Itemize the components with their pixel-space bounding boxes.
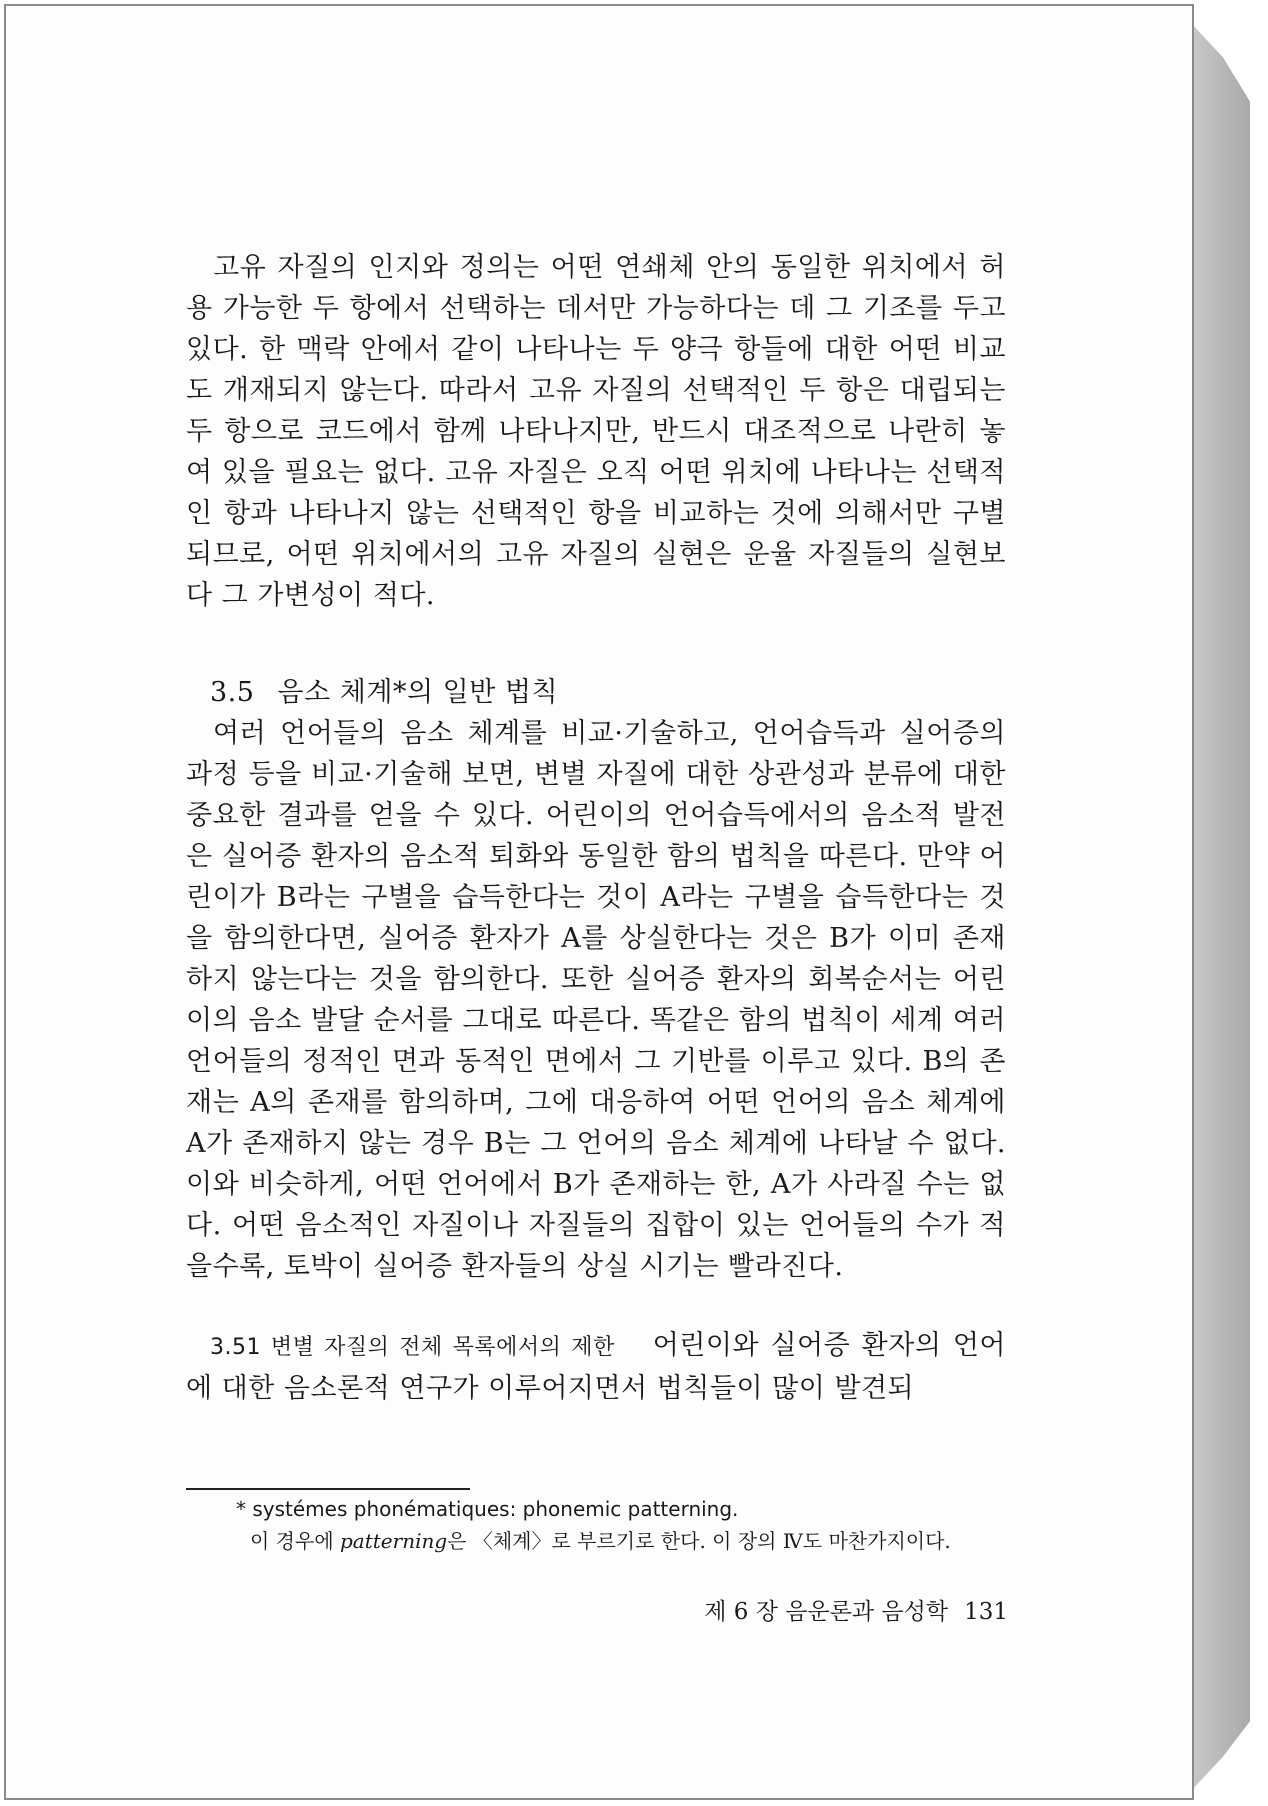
paragraph-intro: 고유 자질의 인지와 정의는 어떤 연쇄체 안의 동일한 위치에서 허용 가능한 두 항에서 선택하는 데서만 가능하다는 데 그 기조를 두고 있다. 한 맥락 안에서 같이 나타나는 두 양극 항들에 대한 어떤 비교도 개재되지 않는다. 따라서 고유 자질의 선택적인 두 항은 대립되는 두 항으로 코드에서 함께 나타나지만, 반드시 대조적으로 나란히 놓여 있을 필요는 없다. 고유 자질은 오직 어떤 위치에 나타나는 선택적인 항과 나타나지 않는 선택적인 항을 비교하는 것에 의해서만 구별되므로, 어떤 위치에서의 고유 자질의 실현은 운율 자질들의 실현보다 그 가변성이 적다. <box>186 252 1006 611</box>
section-heading <box>186 672 1006 713</box>
footer-chapter: 제 6 장 음운론과 음성학 <box>704 1599 949 1625</box>
subsection <box>186 1325 1006 1409</box>
page-number: 131 <box>964 1599 1008 1625</box>
page-stack-edge <box>1190 22 1250 1792</box>
footnote-2-suffix: 은 〈체계〉로 부르기로 한다. 이 장의 Ⅳ도 마찬가지이다. <box>447 1529 951 1553</box>
running-footer <box>704 1593 1008 1626</box>
section-number: 3.5 <box>210 677 255 708</box>
paragraph-section-body: 여러 언어들의 음소 체계를 비교·기술하고, 언어습득과 실어증의 과정 등을 비교·기술해 보면, 변별 자질에 대한 상관성과 분류에 대한 중요한 결과를 얻을 수 있다. 어린이의 언어습득에서의 음소적 발전은 실어증 환자의 음소적 퇴화와 동일한 함의 법칙을 따른다. 만약 어린이가 B라는 구별을 습득한다는 것이 A라는 구별을 습득한다는 것을 함의한다면, 실어증 환자가 A를 상실한다는 것은 B가 이미 존재하지 않는다는 것을 함의한다. 또한 실어증 환자의 회복순서는 어린이의 음소 발달 순서를 그대로 따른다. 똑같은 함의 법칙이 세계 여러 언어들의 정적인 면과 동적인 면에서 그 기반를 이루고 있다. B의 존재는 A의 존재를 함의하며, 그에 대응하여 어떤 언어의 음소 체계에 A가 존재하지 않는 경우 B는 그 언어의 음소 체계에 나타날 수 없다. 이와 비슷하게, 어떤 언어에서 B가 존재하는 한, A가 사라질 수는 없다. 어떤 음소적인 자질이나 자질들의 집합이 있는 언어들의 수가 적을수록, 토박이 실어증 환자들의 상실 시기는 빨라진다. <box>186 718 1006 1282</box>
footnote-2 <box>236 1525 1036 1557</box>
footnotes <box>236 1493 1036 1557</box>
footnote-2-prefix: 이 경우에 <box>250 1529 340 1553</box>
footnote-1: * systémes phonématiques: phonemic patterning. <box>236 1497 739 1521</box>
subsection-heading: 3.51 변별 자질의 전체 목록에서의 제한 <box>210 1335 615 1360</box>
subsection-body: 어린이와 실어증 환자의 언어에 대한 음소론적 연구가 이루어지면서 법칙들이 많이 발견되 <box>186 1330 1006 1404</box>
footnote-2-term: patterning <box>340 1529 448 1553</box>
section-title: 음소 체계*의 일반 법칙 <box>277 677 559 708</box>
page-body <box>186 247 1006 1409</box>
footnote-divider <box>186 1488 470 1490</box>
